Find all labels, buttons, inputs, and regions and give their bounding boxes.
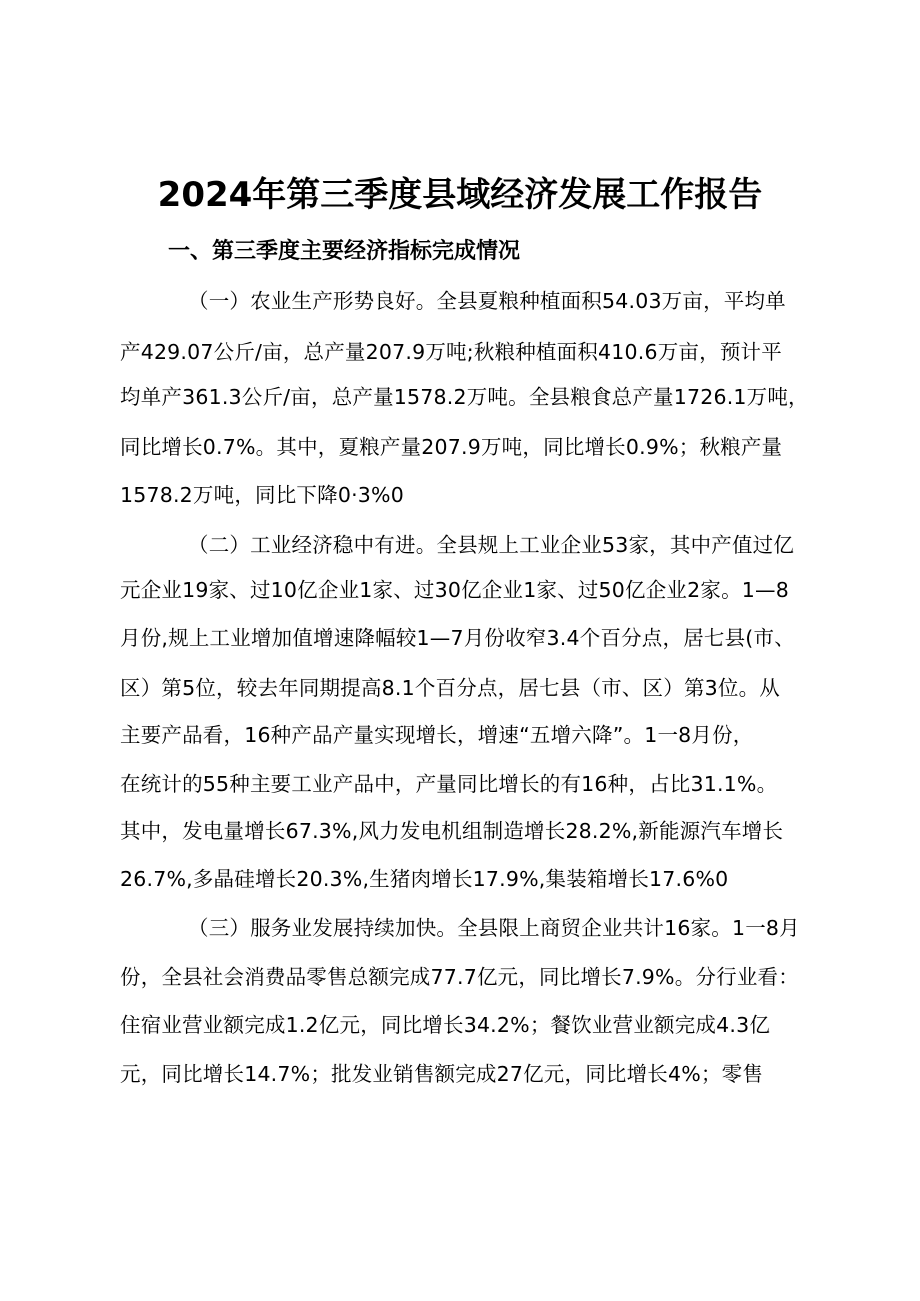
paragraph-industry-line: 在统计的55种主要工业产品中，产量同比增长的有16种，占比31.1%。	[120, 772, 778, 796]
paragraph-services-line: 住宿业营业额完成1.2亿元，同比增长34.2%；餐饮业营业额完成4.3亿	[120, 1013, 771, 1037]
paragraph-industry-line: 区）第5位，较去年同期提高8.1个百分点，居七县（市、区）第3位。从	[120, 676, 780, 700]
paragraph-services-line: 元，同比增长14.7%；批发业销售额完成27亿元，同比增长4%；零售	[120, 1062, 764, 1086]
paragraph-agriculture-line: 1578.2万吨，同比下降0·3%0	[120, 483, 404, 507]
paragraph-agriculture-line: （一）农业生产形势良好。全县夏粮种植面积54.03万亩，平均单	[188, 289, 786, 313]
paragraph-industry-line: 26.7%,多晶硅增长20.3%,生猪肉增长17.9%,集装箱增长17.6%0	[120, 867, 729, 891]
paragraph-agriculture-line: 均单产361.3公斤/亩，总产量1578.2万吨。全县粮食总产量1726.1万吨，	[120, 385, 809, 409]
paragraph-industry-line: 月份,规上工业增加值增速降幅较1—7月份收窄3.4个百分点，居七县(市、	[120, 626, 795, 650]
section-heading: 一、第三季度主要经济指标完成情况	[168, 239, 521, 264]
paragraph-agriculture-line: 产429.07公斤/亩，总产量207.9万吨;秋粮种植面积410.6万亩，预计平	[120, 340, 782, 364]
paragraph-services-line: （三）服务业发展持续加快。全县限上商贸企业共计16家。1一8月	[188, 916, 800, 940]
paragraph-industry-line: 元企业19家、过10亿企业1家、过30亿企业1家、过50亿企业2家。1—8	[120, 578, 789, 602]
paragraph-services-line: 份，全县社会消费品零售总额完成77.7亿元，同比增长7.9%。分行业看：	[120, 965, 799, 989]
paragraph-industry-line: （二）工业经济稳中有进。全县规上工业企业53家，其中产值过亿	[188, 533, 795, 557]
paragraph-industry-line: 其中，发电量增长67.3%,风力发电机组制造增长28.2%,新能源汽车增长	[120, 819, 784, 843]
paragraph-industry-line: 主要产品看，16种产品产量实现增长，增速“五增六降”。1一8月份，	[120, 723, 754, 747]
paragraph-agriculture-line: 同比增长0.7%。其中，夏粮产量207.9万吨，同比增长0.9%；秋粮产量	[120, 435, 783, 459]
document-title: 2024年第三季度县域经济发展工作报告	[157, 175, 763, 215]
